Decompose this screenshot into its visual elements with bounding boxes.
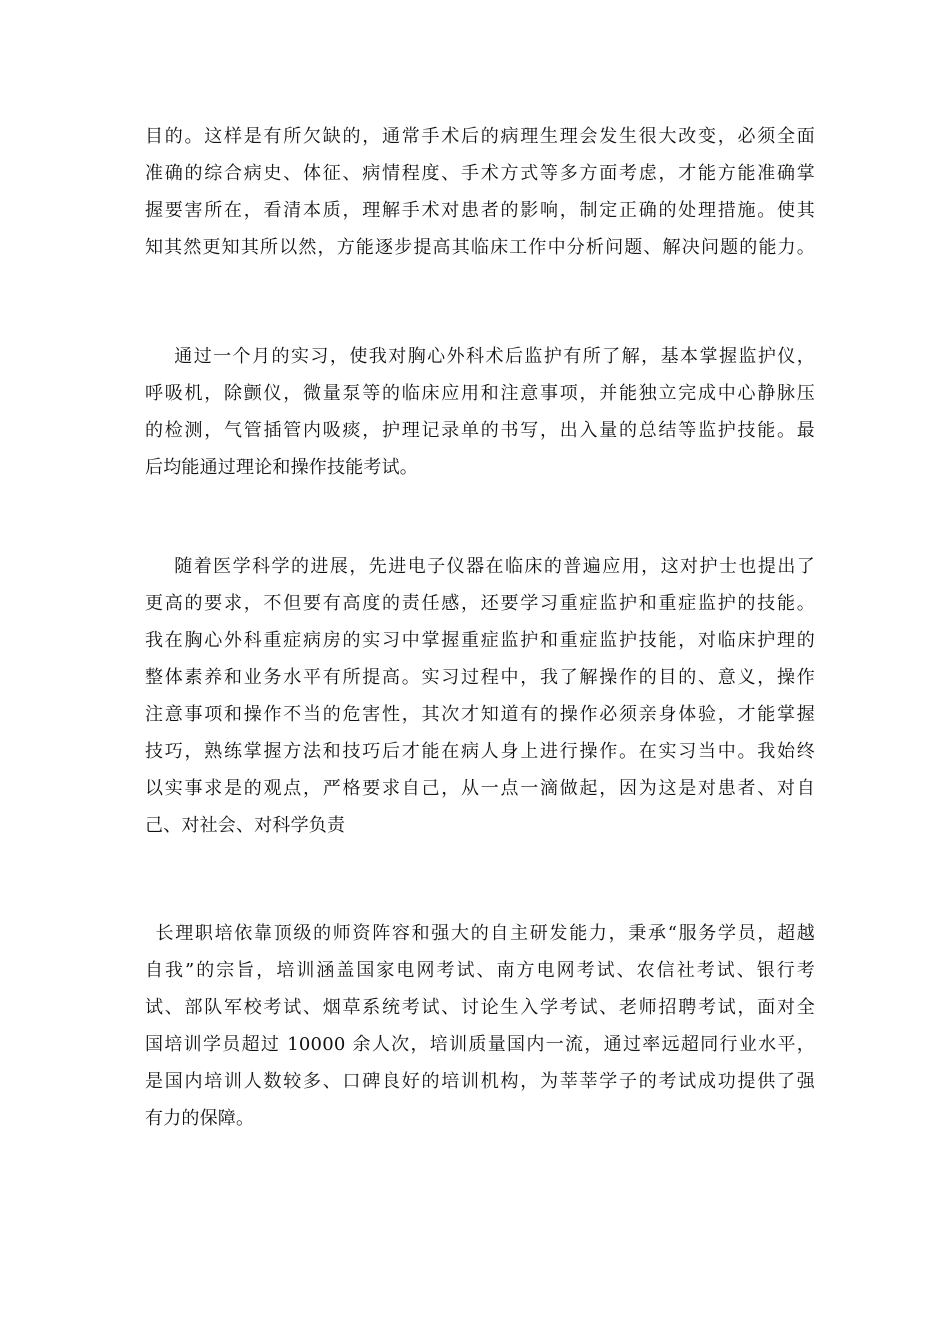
text-line: [145, 915, 815, 952]
text-line-content: 通过一个月的实习，使我对胸心外科术后监护有所了解，基本掌握监护仪，: [173, 346, 815, 367]
text-line: 技巧，熟练掌握方法和技巧后才能在病人身上进行操作。在实习当中。我始终: [145, 741, 815, 762]
text-line: 的检测，气管插管内吸痰，护理记录单的书写，出入量的总结等监护技能。最: [145, 420, 815, 441]
text-line: 是国内培训人数较多、口碑良好的培训机构，为莘莘学子的考试成功提供了强: [145, 1071, 815, 1092]
text-line: 自我”的宗旨，培训涵盖国家电网考试、南方电网考试、农信社考试、银行考: [145, 960, 815, 981]
text-line: [145, 338, 815, 375]
text-line: 呼吸机，除颤仪，微量泵等的临床应用和注意事项，并能独立完成中心静脉压: [145, 383, 815, 404]
paragraph-3: [145, 548, 815, 844]
text-line: 握要害所在，看清本质，理解手术对患者的影响，制定正确的处理措施。使其: [145, 200, 815, 221]
text-line: 准确的综合病史、体征、病情程度、手术方式等多方面考虑，才能方能准确掌: [145, 163, 815, 184]
text-line-content: 随着医学科学的进展，先进电子仪器在临床的普遍应用，这对护士也提出了: [173, 556, 815, 577]
text-line: 后均能通过理论和操作技能考试。: [145, 457, 418, 478]
text-line: 己、对社会、对科学负责: [145, 815, 346, 836]
text-line: 试、部队军校考试、烟草系统考试、讨论生入学考试、老师招聘考试，面对全: [145, 997, 815, 1018]
text-line: [145, 548, 815, 585]
text-line: 注意事项和操作不当的危害性，其次才知道有的操作必须亲身体验，才能掌握: [145, 704, 815, 725]
text-line: 我在胸心外科重症病房的实习中掌握重症监护和重症监护技能，对临床护理的: [145, 630, 815, 651]
text-line: 有力的保障。: [145, 1108, 255, 1129]
text-line: 国培训学员超过 10000 余人次，培训质量国内一流，通过率远超同行业水平，: [145, 1034, 815, 1055]
text-line: 更高的要求，不但要有高度的责任感，还要学习重症监护和重症监护的技能。: [145, 593, 815, 614]
text-line: 以实事求是的观点，严格要求自己，从一点一滴做起，因为这是对患者、对自: [145, 778, 815, 799]
text-line: 知其然更知其所以然，方能逐步提高其临床工作中分析问题、解决问题的能力。: [145, 237, 815, 258]
text-line: 整体素养和业务水平有所提高。实习过程中，我了解操作的目的、意义，操作: [145, 667, 815, 688]
paragraph-1: [145, 118, 815, 266]
paragraph-2: [145, 338, 815, 486]
text-line: 目的。这样是有所欠缺的，通常手术后的病理生理会发生很大改变，必须全面: [145, 126, 815, 147]
paragraph-4: [145, 915, 815, 1137]
text-line-content: 长理职培依靠顶级的师资阵容和强大的自主研发能力，秉承“服务学员，超越: [154, 923, 815, 944]
